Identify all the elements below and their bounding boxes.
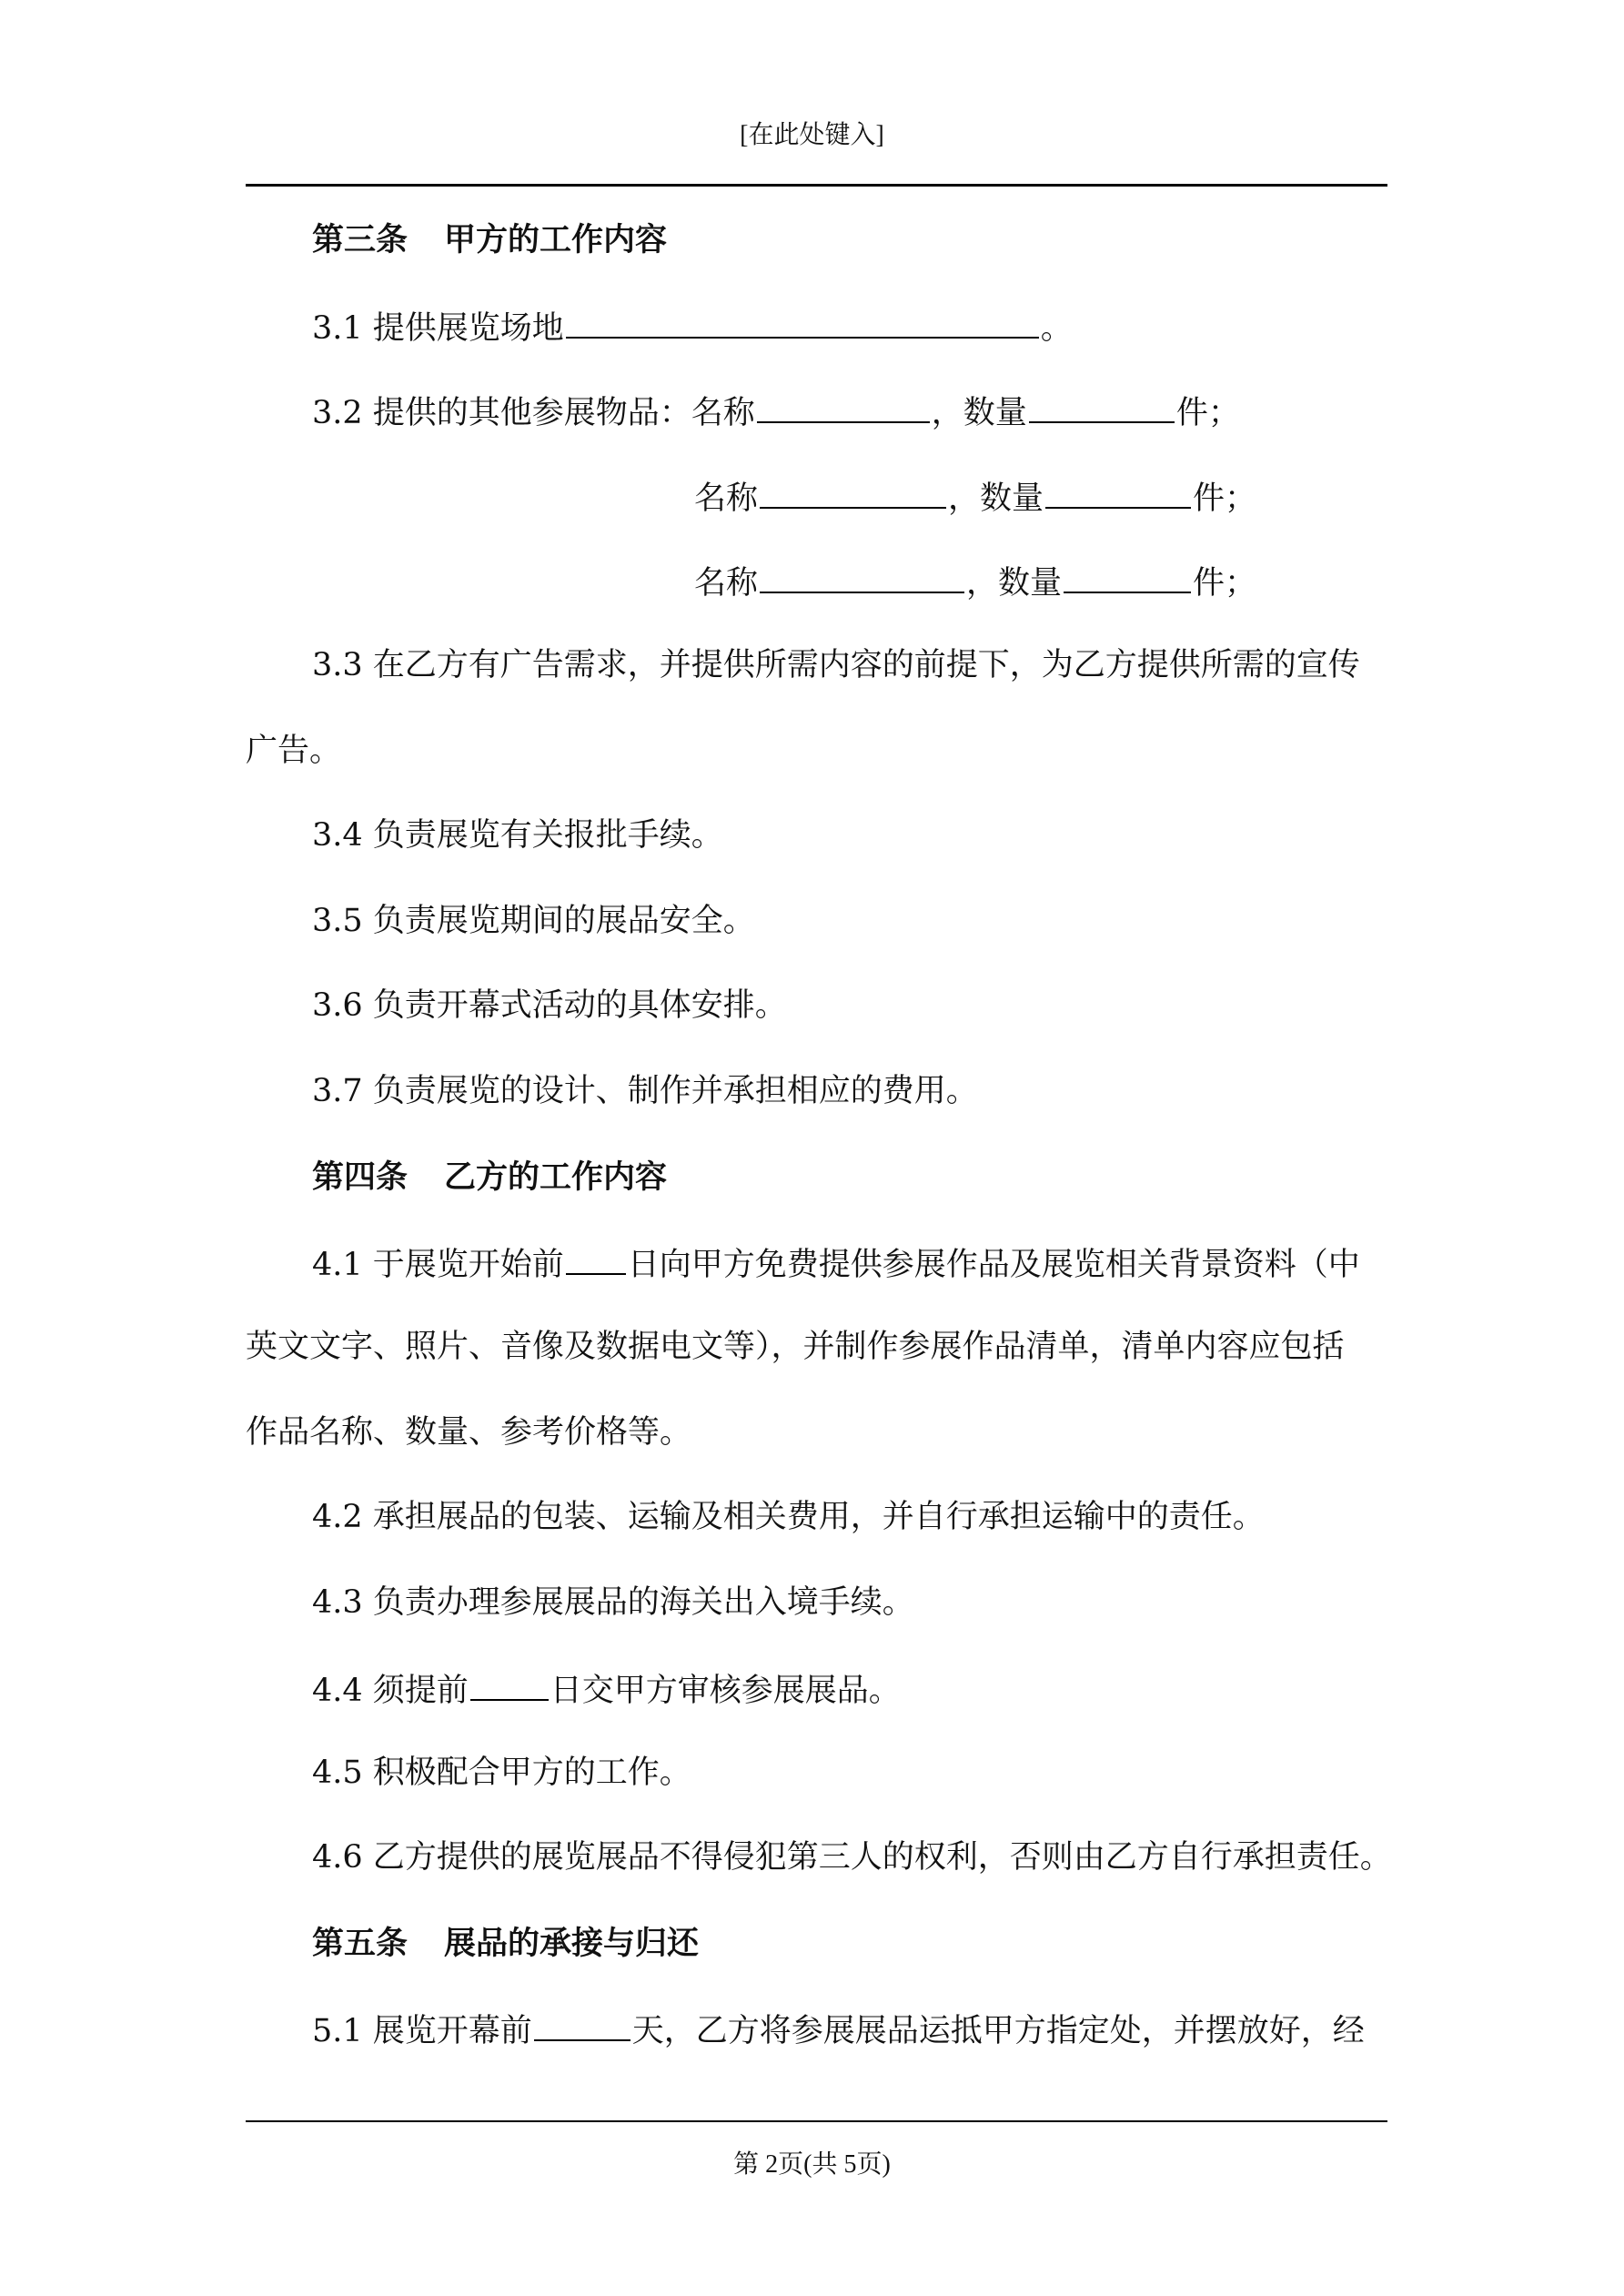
clause-4-1-cont-2: 作品名称、数量、参考价格等。 [246, 1414, 692, 1451]
article-title: 甲方的工作内容 [444, 221, 668, 258]
clause-3-6: 3.6 负责开幕式活动的具体安排。 [312, 987, 787, 1024]
article-label: 第三条 [312, 221, 409, 258]
blank-field[interactable] [566, 1246, 626, 1275]
blank-field[interactable] [1064, 564, 1191, 593]
blank-field[interactable] [534, 2012, 630, 2041]
clause-4-3: 4.3 负责办理参展展品的海关出入境手续。 [312, 1584, 914, 1621]
article-label: 第五条 [312, 1925, 409, 1962]
article-4-heading [312, 1158, 668, 1196]
clause-3-1: 3.1 提供展览场地 。 [312, 310, 1073, 347]
clause-4-1: 4.1 于展览开始前 日向甲方免费提供参展作品及展览相关背景资料（中 [312, 1247, 1360, 1283]
clause-3-2-item-2: 名称 ，数量 件； [694, 480, 1257, 517]
article-title: 展品的承接与归还 [444, 1925, 700, 1962]
footer-rule [246, 2120, 1387, 2122]
blank-field[interactable] [1029, 394, 1175, 423]
clause-4-6: 4.6 乙方提供的展览展品不得侵犯第三人的权利，否则由乙方自行承担责任。 [312, 1839, 1392, 1876]
article-5-heading [312, 1925, 700, 1962]
clause-4-1-cont: 英文文字、照片、音像及数据电文等），并制作参展作品清单，清单内容应包括 [246, 1329, 1345, 1365]
blank-field[interactable] [1045, 480, 1191, 509]
clause-4-5: 4.5 积极配合甲方的工作。 [312, 1755, 691, 1791]
clause-3-2: 3.2 提供的其他参展物品：名称 ，数量 件； [312, 395, 1240, 431]
clause-4-2: 4.2 承担展品的包装、运输及相关费用，并自行承担运输中的责任。 [312, 1499, 1265, 1535]
blank-field[interactable] [566, 309, 1039, 339]
clause-3-7: 3.7 负责展览的设计、制作并承担相应的费用。 [312, 1073, 978, 1109]
clause-3-3: 3.3 在乙方有广告需求，并提供所需内容的前提下，为乙方提供所需的宣传 [312, 647, 1360, 683]
article-3-heading [312, 221, 668, 258]
article-title: 乙方的工作内容 [444, 1158, 668, 1196]
clause-4-4: 4.4 须提前 日交甲方审核参展展品。 [312, 1673, 901, 1709]
blank-field[interactable] [760, 564, 964, 593]
clause-3-4: 3.4 负责展览有关报批手续。 [312, 817, 723, 854]
blank-field[interactable] [470, 1672, 549, 1701]
article-label: 第四条 [312, 1158, 409, 1196]
blank-field[interactable] [760, 480, 946, 509]
blank-field[interactable] [757, 394, 930, 423]
header-rule [246, 184, 1387, 187]
clause-5-1: 5.1 展览开幕前 天，乙方将参展展品运抵甲方指定处，并摆放好，经 [312, 2013, 1365, 2049]
page-header: [在此处键入] [740, 121, 884, 149]
page-footer: 第 2页(共 5页) [733, 2150, 891, 2179]
clause-3-3-cont: 广告。 [246, 733, 342, 769]
clause-3-2-item-3: 名称 ，数量 件； [694, 565, 1257, 602]
clause-3-5: 3.5 负责展览期间的展品安全。 [312, 903, 755, 939]
